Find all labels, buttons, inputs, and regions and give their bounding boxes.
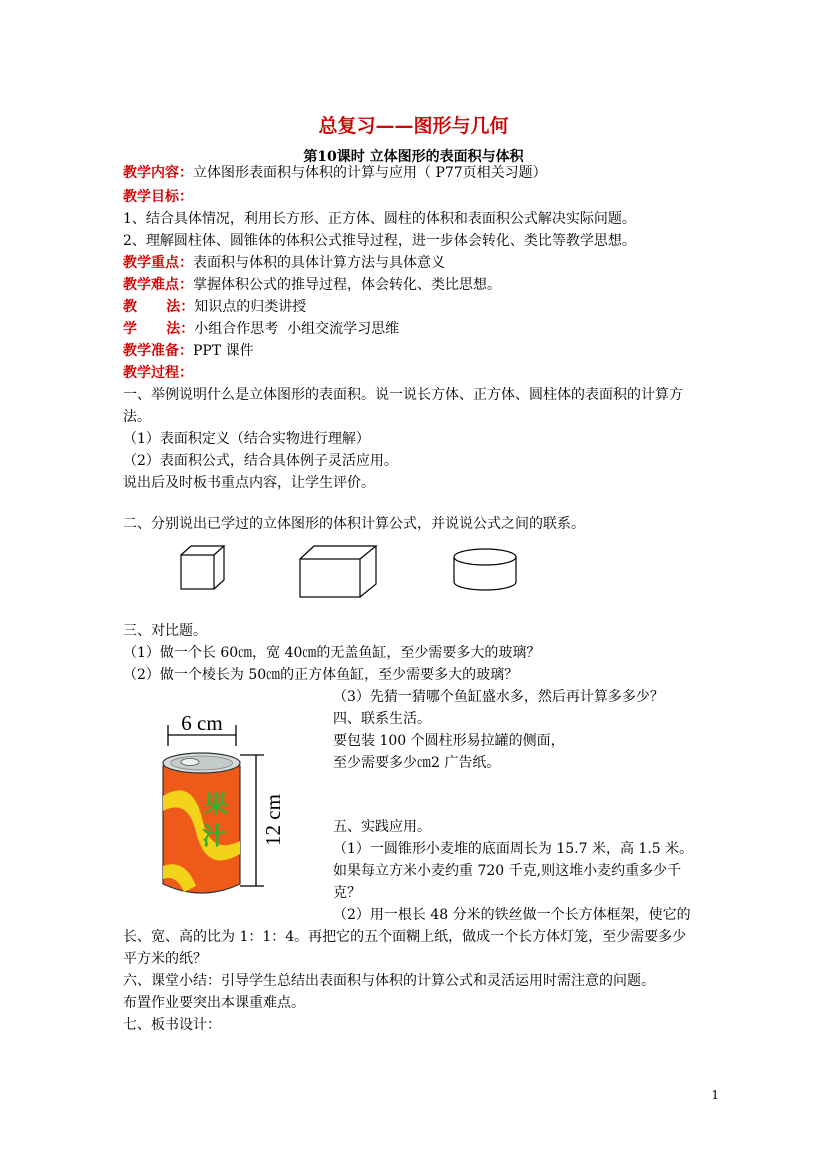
text-key-points: 表面积与体积的具体计算方法与具体意义 bbox=[193, 255, 445, 271]
difficulties bbox=[123, 275, 501, 295]
width-label: 6 cm bbox=[181, 711, 223, 735]
section-7: 七、板书设计： bbox=[123, 1017, 221, 1033]
juice-label-char-2: 汁 bbox=[202, 822, 226, 850]
text-learning-method: 小组合作思考 小组交流学习思维 bbox=[194, 321, 400, 337]
text-content: 立体图形表面积与体积的计算与应用（ P77页相关习题） bbox=[193, 165, 547, 181]
section-6: 六、课堂小结：引导学生总结出表面积与体积的计算公式和灵活运用时需注意的问题。 bbox=[123, 973, 655, 989]
objective-1: 1、结合具体情况，利用长方形、正方体、圆柱的体积和表面积公式解决实际问题。 bbox=[123, 211, 636, 227]
section-1-note: 说出后及时板书重点内容，让学生评价。 bbox=[123, 475, 375, 491]
label-difficulties: 教学难点： bbox=[123, 277, 193, 293]
label-process: 教学过程： bbox=[123, 365, 193, 381]
label-preparation: 教学准备： bbox=[123, 343, 193, 359]
section-6-homework: 布置作业要突出本课重难点。 bbox=[123, 995, 305, 1011]
height-label: 12 cm bbox=[261, 794, 285, 846]
text-teaching-method: 知识点的归类讲授 bbox=[194, 299, 307, 315]
objective-2: 2、理解圆柱体、圆锥体的体积公式推导过程，进一步体会转化、类比等教学思想。 bbox=[123, 233, 636, 249]
section-3: 三、对比题。 bbox=[123, 623, 207, 639]
teaching-method bbox=[123, 297, 306, 317]
can-pull-tab bbox=[181, 759, 199, 766]
learning-method bbox=[123, 319, 399, 339]
section-5-q1-line-2: 如果每立方米小麦约重 720 千克,则这堆小麦约重多少千 bbox=[333, 863, 682, 879]
section-3-q2: （2）做一个棱长为 50㎝的正方体鱼缸，至少需要多大的玻璃？ bbox=[123, 667, 519, 683]
section-4: 四、联系生活。 bbox=[333, 711, 431, 727]
section-1-item-2: （2）表面积公式，结合具体例子灵活应用。 bbox=[123, 453, 398, 469]
cuboid-shape bbox=[300, 546, 376, 597]
lesson-subtitle: 第10课时 立体图形的表面积与体积 bbox=[303, 149, 524, 165]
section-4-line-2: 至少需要多少㎝2 广告纸。 bbox=[333, 755, 501, 771]
section-4-line-1: 要包装 100 个圆柱形易拉罐的侧面， bbox=[333, 733, 565, 749]
section-1-line-2: 法。 bbox=[123, 409, 151, 425]
section-5-q1-line-3: 克？ bbox=[333, 885, 361, 901]
cube-shape bbox=[181, 546, 224, 589]
section-1-item-1: （1）表面积定义（结合实物进行理解） bbox=[123, 431, 370, 447]
section-5-q2-line-1: （2）用一根长 48 分米的铁丝做一个长方体框架，使它的 bbox=[333, 907, 691, 923]
section-5: 五、实践应用。 bbox=[333, 819, 431, 835]
text-difficulties: 掌握体积公式的推导过程，体会转化、类比思想。 bbox=[193, 277, 501, 293]
label-learning-method: 学 法： bbox=[123, 321, 195, 337]
section-5-q2-line-3: 平方米的纸？ bbox=[123, 951, 207, 967]
section-2: 二、分别说出已学过的立体图形的体积计算公式，并说说公式之间的联系。 bbox=[123, 516, 585, 532]
section-5-q2-line-2: 长、宽、高的比为 1：1：4。再把它的五个面糊上纸，做成一个长方体灯笼，至少需要多少 bbox=[123, 929, 687, 945]
cylinder-shape bbox=[454, 549, 516, 590]
label-objectives: 教学目标： bbox=[123, 189, 193, 205]
page-title: 总复习——图形与几何 bbox=[318, 115, 509, 137]
can-lid-rim bbox=[171, 756, 233, 770]
key-points bbox=[123, 253, 445, 273]
juice-label-char-1: 果 bbox=[204, 790, 228, 818]
page-number: 1 bbox=[711, 1088, 719, 1102]
label-content: 教学内容： bbox=[123, 165, 193, 181]
label-teaching-method: 教 法： bbox=[123, 299, 195, 315]
label-key-points: 教学重点： bbox=[123, 255, 193, 271]
solid-shapes-figure bbox=[178, 545, 523, 601]
section-5-q1-line-1: （1）一圆锥形小麦堆的底面周长为 15.7 米，高 1.5 米。 bbox=[333, 841, 694, 857]
section-3-q3: （3）先猜一猜哪个鱼缸盛水多，然后再计算多多少？ bbox=[333, 689, 664, 705]
preparation bbox=[123, 341, 254, 361]
section-3-q1: （1）做一个长 60㎝，宽 40㎝的无盖鱼缸，至少需要多大的玻璃？ bbox=[123, 645, 541, 661]
section-1-line-1: 一、举例说明什么是立体图形的表面积。说一说长方体、正方体、圆柱体的表面积的计算方 bbox=[123, 387, 683, 403]
teaching-content bbox=[123, 163, 547, 183]
juice-can-illustration bbox=[130, 708, 330, 903]
text-preparation: PPT 课件 bbox=[193, 343, 254, 359]
